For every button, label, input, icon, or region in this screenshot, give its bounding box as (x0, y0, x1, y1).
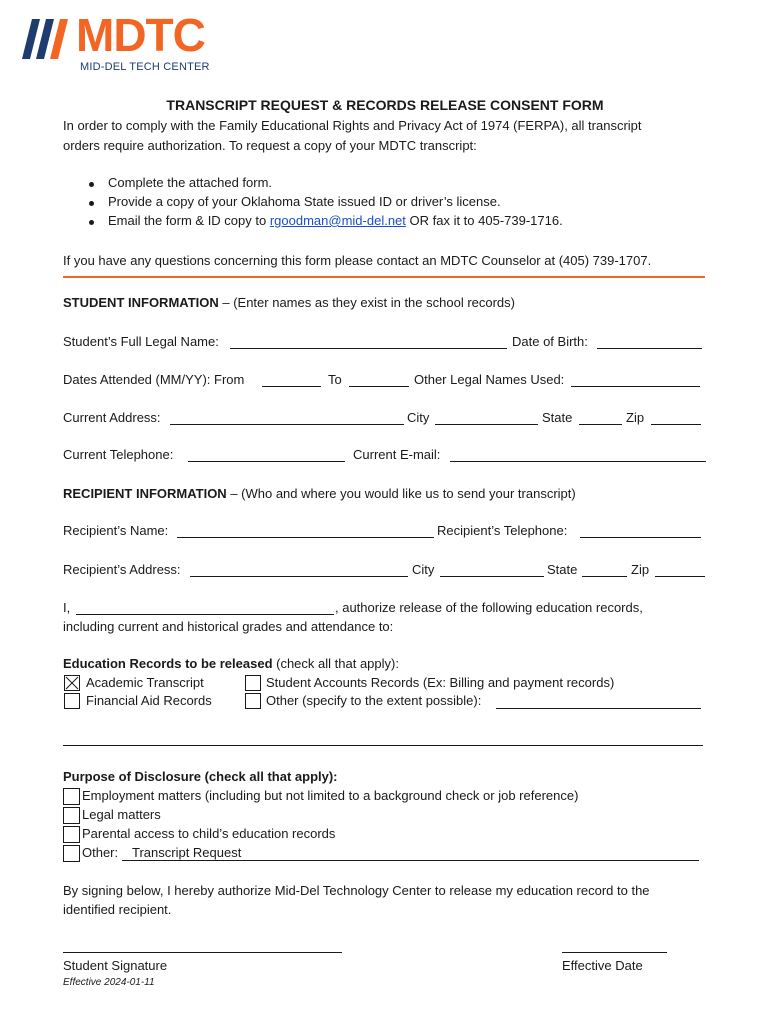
email-label: Current E-mail: (353, 447, 441, 462)
student-heading-label: STUDENT INFORMATION (63, 295, 219, 310)
logo-subtitle: MID-DEL TECH CENTER (80, 61, 210, 73)
recipient-telephone-field[interactable] (580, 537, 701, 538)
student-signature-field[interactable] (63, 952, 342, 953)
recipient-heading-label: RECIPIENT INFORMATION (63, 486, 227, 501)
records-other-extra-field[interactable] (63, 745, 703, 746)
recipient-zip-field[interactable] (655, 576, 705, 577)
authorize-i-label: I, (63, 600, 71, 615)
bullet-email-form (108, 213, 563, 228)
effective-date-field[interactable] (562, 952, 667, 953)
recipient-telephone-label: Recipient’s Telephone: (437, 523, 568, 538)
student-accounts-label: Student Accounts Records (Ex: Billing and payment records) (266, 675, 615, 690)
state-label: State (542, 410, 573, 425)
dates-attended-label: Dates Attended (MM/YY): From (63, 372, 245, 387)
purpose-other-value[interactable]: Transcript Request (132, 845, 242, 860)
full-name-field[interactable] (230, 348, 507, 349)
telephone-field[interactable] (188, 461, 345, 462)
bullet-dot (89, 220, 94, 225)
student-heading (63, 295, 515, 310)
address-label: Current Address: (63, 410, 161, 425)
student-accounts-checkbox[interactable] (245, 675, 261, 691)
bullet-complete-form: Complete the attached form. (108, 175, 273, 190)
purpose-heading: Purpose of Disclosure (check all that apply): (63, 769, 338, 784)
zip-field[interactable] (651, 424, 701, 425)
other-names-field[interactable] (571, 386, 700, 387)
signing-statement-1: By signing below, I hereby authorize Mid-Del Technology Center to release my education record to the (63, 883, 650, 898)
email-link[interactable]: rgoodman@mid-del.net (269, 213, 406, 228)
purpose-other-checkbox[interactable] (63, 845, 80, 862)
recipient-city-label: City (412, 562, 435, 577)
address-field[interactable] (170, 424, 404, 425)
signing-statement-2: identified recipient. (63, 902, 172, 917)
recipient-name-label: Recipient’s Name: (63, 523, 169, 538)
employment-checkbox[interactable] (63, 788, 80, 805)
recipient-state-field[interactable] (582, 576, 627, 577)
orange-divider (63, 276, 705, 278)
form-title: TRANSCRIPT REQUEST & RECORDS RELEASE CONSENT FORM (166, 97, 604, 113)
questions-text: If you have any questions concerning this form please contact an MDTC Counselor at (405) 739-1707. (63, 253, 652, 268)
financial-aid-label: Financial Aid Records (86, 693, 212, 708)
dates-from-field[interactable] (262, 386, 321, 387)
bullet-email-suffix: OR fax it to 405-739-1716. (405, 213, 563, 228)
employment-label: Employment matters (including but not limited to a background check or job reference) (82, 788, 579, 803)
full-name-label: Student’s Full Legal Name: (63, 334, 219, 349)
recipient-heading-note: – (Who and where you would like us to send your transcript) (226, 486, 576, 501)
academic-transcript-label: Academic Transcript (86, 675, 204, 690)
state-field[interactable] (579, 424, 622, 425)
recipient-state-label: State (547, 562, 578, 577)
checked-x-icon (65, 676, 79, 690)
bullet-dot (89, 201, 94, 206)
zip-label: Zip (626, 410, 645, 425)
purpose-other-label: Other: (82, 845, 119, 860)
intro-line-1: In order to comply with the Family Educational Rights and Privacy Act of 1974 (FERPA), all transcript (63, 118, 642, 133)
recipient-address-label: Recipient’s Address: (63, 562, 181, 577)
effective-date-label: Effective Date (562, 958, 643, 973)
footer-effective: Effective 2024-01-11 (63, 977, 155, 988)
telephone-label: Current Telephone: (63, 447, 174, 462)
records-heading-note: (check all that apply): (272, 656, 399, 671)
academic-transcript-checkbox[interactable] (64, 675, 80, 691)
dates-to-label: To (328, 372, 342, 387)
records-heading-label: Education Records to be released (63, 656, 273, 671)
recipient-address-field[interactable] (190, 576, 408, 577)
bullet-provide-id: Provide a copy of your Oklahoma State issued ID or driver’s license. (108, 194, 501, 209)
recipient-zip-label: Zip (631, 562, 650, 577)
recipient-name-field[interactable] (177, 537, 434, 538)
student-signature-label: Student Signature (63, 958, 168, 973)
records-heading (63, 656, 399, 671)
logo (22, 9, 222, 76)
intro-line-2: orders require authorization. To request a copy of your MDTC transcript: (63, 138, 477, 153)
other-names-label: Other Legal Names Used: (414, 372, 565, 387)
records-other-label: Other (specify to the extent possible): (266, 693, 482, 708)
dob-field[interactable] (597, 348, 702, 349)
bullet-email-prefix: Email the form & ID copy to (108, 213, 270, 228)
student-heading-note: – (Enter names as they exist in the school records) (218, 295, 515, 310)
recipient-city-field[interactable] (440, 576, 544, 577)
logo-stripes-icon (22, 19, 74, 61)
financial-aid-checkbox[interactable] (64, 693, 80, 709)
parental-checkbox[interactable] (63, 826, 80, 843)
legal-checkbox[interactable] (63, 807, 80, 824)
legal-label: Legal matters (82, 807, 161, 822)
records-other-checkbox[interactable] (245, 693, 261, 709)
authorize-text: , authorize release of the following education records, (335, 600, 643, 615)
purpose-other-field[interactable] (122, 860, 699, 861)
authorizer-name-field[interactable] (76, 614, 334, 615)
records-other-field[interactable] (496, 708, 701, 709)
dob-label: Date of Birth: (512, 334, 588, 349)
email-field[interactable] (450, 461, 706, 462)
recipient-heading (63, 486, 576, 501)
city-label: City (407, 410, 430, 425)
logo-wordmark: MDTC (76, 9, 205, 61)
authorize-line-2: including current and historical grades and attendance to: (63, 619, 394, 634)
bullet-dot (89, 182, 94, 187)
parental-label: Parental access to child’s education records (82, 826, 336, 841)
dates-to-field[interactable] (349, 386, 409, 387)
city-field[interactable] (435, 424, 538, 425)
